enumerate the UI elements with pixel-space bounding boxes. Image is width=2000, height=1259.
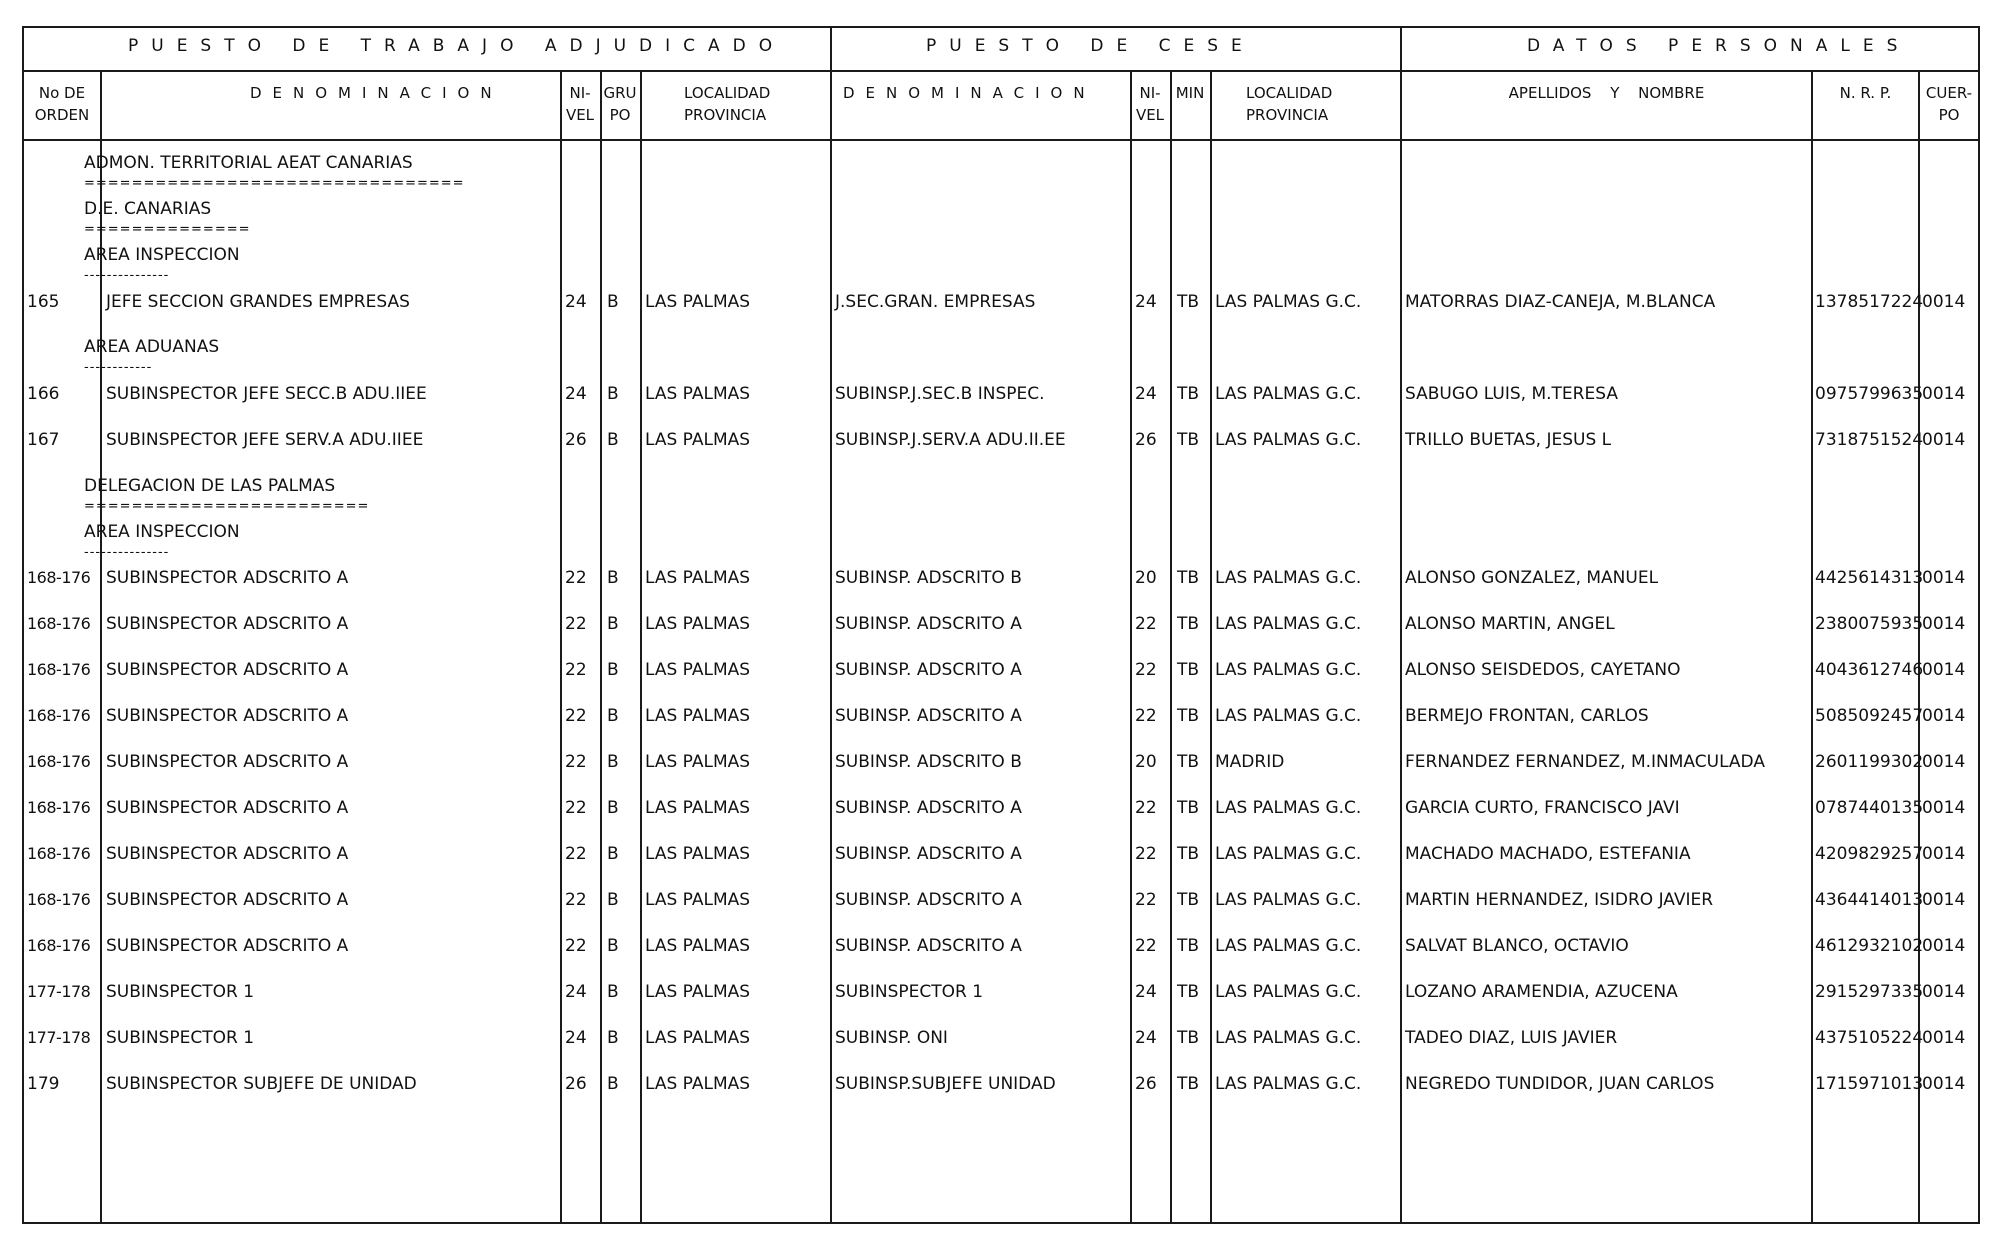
cell-localidad-cese: LAS PALMAS G.C. <box>1215 1074 1362 1094</box>
cell-localidad-cese: LAS PALMAS G.C. <box>1215 936 1362 956</box>
cell-orden: 168-176 <box>27 844 91 863</box>
cell-denominacion-cese: SUBINSP. ADSCRITO A <box>835 660 1022 680</box>
cell-min: TB <box>1177 706 1200 726</box>
cell-nivel-cese: 26 <box>1135 1074 1157 1094</box>
cell-localidad: LAS PALMAS <box>645 752 751 772</box>
cell-cuerpo: 0014 <box>1922 936 1966 956</box>
column-rule <box>1918 70 1920 1224</box>
cell-cuerpo: 0014 <box>1922 982 1966 1002</box>
cell-localidad: LAS PALMAS <box>645 798 751 818</box>
cell-denominacion: SUBINSPECTOR ADSCRITO A <box>106 936 349 956</box>
cell-orden: 179 <box>27 1074 60 1094</box>
cell-denominacion-cese: J.SEC.GRAN. EMPRESAS <box>835 292 1036 312</box>
cell-localidad: LAS PALMAS <box>645 1028 751 1048</box>
cell-localidad: LAS PALMAS <box>645 936 751 956</box>
header-denominacion: DENOMINACION <box>250 84 503 102</box>
cell-orden: 168-176 <box>27 798 91 817</box>
cell-min: TB <box>1177 982 1200 1002</box>
cell-denominacion-cese: SUBINSP. ONI <box>835 1028 948 1048</box>
cell-nombre: TRILLO BUETAS, JESUS L <box>1405 430 1612 450</box>
cell-nivel-cese: 22 <box>1135 706 1157 726</box>
group-header-personales: DATOS PERSONALES <box>1527 36 1911 56</box>
cell-min: TB <box>1177 798 1200 818</box>
cell-cuerpo: 0014 <box>1922 614 1966 634</box>
cell-orden: 168-176 <box>27 660 91 679</box>
cell-orden: 166 <box>27 384 60 404</box>
cell-denominacion: SUBINSPECTOR ADSCRITO A <box>106 752 349 772</box>
cell-nivel: 22 <box>565 844 587 864</box>
cell-nivel: 22 <box>565 936 587 956</box>
cell-localidad-cese: MADRID <box>1215 752 1285 772</box>
cell-nivel: 22 <box>565 798 587 818</box>
cell-nombre: SABUGO LUIS, M.TERESA <box>1405 384 1618 404</box>
cell-nombre: TADEO DIAZ, LUIS JAVIER <box>1405 1028 1618 1048</box>
cell-grupo: B <box>607 1074 619 1094</box>
cell-nivel-cese: 22 <box>1135 798 1157 818</box>
cell-min: TB <box>1177 844 1200 864</box>
header-nivel: NI- VEL <box>565 84 595 124</box>
cell-grupo: B <box>607 798 619 818</box>
column-rule <box>1210 70 1212 1224</box>
column-rule <box>560 70 562 1224</box>
cell-nombre: ALONSO MARTIN, ANGEL <box>1405 614 1615 634</box>
cell-denominacion: SUBINSPECTOR ADSCRITO A <box>106 706 349 726</box>
cell-cuerpo: 0014 <box>1922 384 1966 404</box>
cell-cuerpo: 0014 <box>1922 1028 1966 1048</box>
cell-nivel: 22 <box>565 614 587 634</box>
cell-localidad: LAS PALMAS <box>645 384 751 404</box>
cell-cuerpo: 0014 <box>1922 706 1966 726</box>
cell-denominacion: SUBINSPECTOR ADSCRITO A <box>106 844 349 864</box>
cell-cuerpo: 0014 <box>1922 1074 1966 1094</box>
cell-localidad-cese: LAS PALMAS G.C. <box>1215 614 1362 634</box>
cell-min: TB <box>1177 384 1200 404</box>
cell-orden: 168-176 <box>27 752 91 771</box>
cell-nrp: 0787440135 <box>1815 798 1924 818</box>
cell-denominacion-cese: SUBINSP. ADSCRITO A <box>835 798 1022 818</box>
cell-nombre: MARTIN HERNANDEZ, ISIDRO JAVIER <box>1405 890 1714 910</box>
cell-nrp: 2601199302 <box>1815 752 1924 772</box>
cell-min: TB <box>1177 660 1200 680</box>
cell-denominacion: SUBINSPECTOR ADSCRITO A <box>106 798 349 818</box>
cell-orden: 167 <box>27 430 60 450</box>
cell-nrp: 4612932102 <box>1815 936 1924 956</box>
cell-nivel-cese: 20 <box>1135 568 1157 588</box>
cell-denominacion-cese: SUBINSP. ADSCRITO B <box>835 568 1022 588</box>
cell-nivel-cese: 22 <box>1135 614 1157 634</box>
cell-denominacion-cese: SUBINSP. ADSCRITO A <box>835 614 1022 634</box>
cell-nombre: MACHADO MACHADO, ESTEFANIA <box>1405 844 1691 864</box>
cell-orden: 168-176 <box>27 936 91 955</box>
cell-nombre: ALONSO GONZALEZ, MANUEL <box>1405 568 1659 588</box>
cell-nombre: SALVAT BLANCO, OCTAVIO <box>1405 936 1629 956</box>
cell-nivel: 24 <box>565 1028 587 1048</box>
cell-min: TB <box>1177 890 1200 910</box>
cell-grupo: B <box>607 982 619 1002</box>
header-localidad-cese: LOCALIDAD PROVINCIA <box>1246 84 1333 124</box>
cell-cuerpo: 0014 <box>1922 568 1966 588</box>
group-header-adjudicado: PUESTO DE TRABAJO ADJUDICADO <box>128 36 786 56</box>
cell-denominacion-cese: SUBINSP. ADSCRITO A <box>835 844 1022 864</box>
cell-denominacion: SUBINSPECTOR 1 <box>106 1028 255 1048</box>
cell-cuerpo: 0014 <box>1922 890 1966 910</box>
cell-cuerpo: 0014 <box>1922 430 1966 450</box>
cell-nivel-cese: 24 <box>1135 982 1157 1002</box>
group-header-cese: PUESTO DE CESE <box>926 36 1255 56</box>
cell-nivel: 26 <box>565 430 587 450</box>
section-underline: --------------- <box>84 545 170 560</box>
cell-nrp: 0975799635 <box>1815 384 1924 404</box>
cell-denominacion-cese: SUBINSP. ADSCRITO A <box>835 706 1022 726</box>
cell-localidad-cese: LAS PALMAS G.C. <box>1215 1028 1362 1048</box>
column-rule <box>600 70 602 1224</box>
cell-denominacion: SUBINSPECTOR ADSCRITO A <box>106 660 349 680</box>
column-rule <box>640 70 642 1224</box>
cell-grupo: B <box>607 614 619 634</box>
cell-grupo: B <box>607 706 619 726</box>
cell-grupo: B <box>607 752 619 772</box>
section-heading: AREA INSPECCION <box>84 245 240 265</box>
cell-cuerpo: 0014 <box>1922 752 1966 772</box>
cell-nivel: 22 <box>565 706 587 726</box>
cell-localidad-cese: LAS PALMAS G.C. <box>1215 430 1362 450</box>
cell-localidad-cese: LAS PALMAS G.C. <box>1215 292 1362 312</box>
cell-nrp: 4364414013 <box>1815 890 1924 910</box>
cell-nivel: 22 <box>565 752 587 772</box>
cell-cuerpo: 0014 <box>1922 798 1966 818</box>
cell-localidad-cese: LAS PALMAS G.C. <box>1215 706 1362 726</box>
cell-nrp: 4209829257 <box>1815 844 1924 864</box>
cell-localidad: LAS PALMAS <box>645 706 751 726</box>
cell-nivel-cese: 24 <box>1135 1028 1157 1048</box>
group-rule <box>830 26 832 1224</box>
cell-localidad: LAS PALMAS <box>645 890 751 910</box>
cell-denominacion: SUBINSPECTOR ADSCRITO A <box>106 614 349 634</box>
cell-denominacion: SUBINSPECTOR 1 <box>106 982 255 1002</box>
cell-localidad-cese: LAS PALMAS G.C. <box>1215 844 1362 864</box>
cell-grupo: B <box>607 936 619 956</box>
cell-denominacion: JEFE SECCION GRANDES EMPRESAS <box>106 292 410 312</box>
cell-cuerpo: 0014 <box>1922 292 1966 312</box>
cell-nivel: 24 <box>565 292 587 312</box>
cell-nombre: FERNANDEZ FERNANDEZ, M.INMACULADA <box>1405 752 1765 772</box>
cell-nrp: 1715971013 <box>1815 1074 1924 1094</box>
cell-nivel-cese: 22 <box>1135 936 1157 956</box>
header-orden: No DE ORDEN <box>34 84 90 124</box>
cell-localidad: LAS PALMAS <box>645 982 751 1002</box>
cell-nivel: 24 <box>565 384 587 404</box>
cell-denominacion-cese: SUBINSP.SUBJEFE UNIDAD <box>835 1074 1056 1094</box>
section-underline: ============== <box>84 222 251 237</box>
cell-grupo: B <box>607 660 619 680</box>
cell-localidad-cese: LAS PALMAS G.C. <box>1215 384 1362 404</box>
cell-nrp: 2915297335 <box>1815 982 1924 1002</box>
cell-nombre: LOZANO ARAMENDIA, AZUCENA <box>1405 982 1678 1002</box>
cell-localidad-cese: LAS PALMAS G.C. <box>1215 798 1362 818</box>
section-heading: AREA INSPECCION <box>84 522 240 542</box>
cell-nivel-cese: 24 <box>1135 384 1157 404</box>
cell-orden: 165 <box>27 292 60 312</box>
cell-min: TB <box>1177 1028 1200 1048</box>
cell-denominacion-cese: SUBINSPECTOR 1 <box>835 982 984 1002</box>
cell-denominacion-cese: SUBINSP. ADSCRITO A <box>835 890 1022 910</box>
column-rule <box>1170 70 1172 1224</box>
cell-nivel-cese: 22 <box>1135 844 1157 864</box>
cell-nivel: 26 <box>565 1074 587 1094</box>
section-heading: DELEGACION DE LAS PALMAS <box>84 476 336 496</box>
cell-orden: 168-176 <box>27 568 91 587</box>
header-localidad: LOCALIDAD PROVINCIA <box>684 84 771 124</box>
cell-grupo: B <box>607 430 619 450</box>
header-rule <box>22 70 1980 72</box>
cell-localidad: LAS PALMAS <box>645 430 751 450</box>
cell-nivel-cese: 22 <box>1135 660 1157 680</box>
cell-localidad-cese: LAS PALMAS G.C. <box>1215 890 1362 910</box>
cell-min: TB <box>1177 614 1200 634</box>
cell-min: TB <box>1177 568 1200 588</box>
cell-nivel: 24 <box>565 982 587 1002</box>
cell-denominacion: SUBINSPECTOR JEFE SECC.B ADU.IIEE <box>106 384 427 404</box>
cell-localidad-cese: LAS PALMAS G.C. <box>1215 660 1362 680</box>
cell-nivel: 22 <box>565 890 587 910</box>
section-underline: ================================ <box>84 176 465 191</box>
cell-cuerpo: 0014 <box>1922 660 1966 680</box>
cell-denominacion-cese: SUBINSP.J.SEC.B INSPEC. <box>835 384 1045 404</box>
cell-nrp: 2380075935 <box>1815 614 1924 634</box>
section-heading: D.E. CANARIAS <box>84 199 212 219</box>
column-rule <box>1130 70 1132 1224</box>
header-nrp: N. R. P. <box>1839 84 1892 102</box>
cell-min: TB <box>1177 752 1200 772</box>
column-rule <box>1811 70 1813 1224</box>
cell-grupo: B <box>607 292 619 312</box>
cell-orden: 177-178 <box>27 1028 91 1047</box>
cell-denominacion-cese: SUBINSP. ADSCRITO A <box>835 936 1022 956</box>
header-rule <box>22 139 1980 141</box>
cell-localidad: LAS PALMAS <box>645 292 751 312</box>
cell-orden: 168-176 <box>27 890 91 909</box>
cell-denominacion-cese: SUBINSP.J.SERV.A ADU.II.EE <box>835 430 1066 450</box>
cell-localidad: LAS PALMAS <box>645 1074 751 1094</box>
cell-nrp: 5085092457 <box>1815 706 1924 726</box>
cell-orden: 168-176 <box>27 614 91 633</box>
cell-localidad: LAS PALMAS <box>645 614 751 634</box>
cell-orden: 177-178 <box>27 982 91 1001</box>
cell-grupo: B <box>607 890 619 910</box>
cell-nrp: 4043612746 <box>1815 660 1924 680</box>
header-grupo: GRU PO <box>603 84 637 124</box>
cell-cuerpo: 0014 <box>1922 844 1966 864</box>
cell-localidad: LAS PALMAS <box>645 660 751 680</box>
header-min: MIN <box>1175 84 1205 102</box>
header-apellidos: APELLIDOS Y NOMBRE <box>1508 84 1705 102</box>
cell-nombre: GARCIA CURTO, FRANCISCO JAVI <box>1405 798 1680 818</box>
header-cuerpo: CUER- PO <box>1925 84 1973 124</box>
cell-denominacion: SUBINSPECTOR ADSCRITO A <box>106 890 349 910</box>
cell-grupo: B <box>607 384 619 404</box>
cell-denominacion: SUBINSPECTOR JEFE SERV.A ADU.IIEE <box>106 430 424 450</box>
cell-min: TB <box>1177 430 1200 450</box>
cell-nivel-cese: 20 <box>1135 752 1157 772</box>
cell-grupo: B <box>607 844 619 864</box>
cell-denominacion-cese: SUBINSP. ADSCRITO B <box>835 752 1022 772</box>
group-rule <box>1400 26 1402 1224</box>
section-underline: ------------ <box>84 360 153 375</box>
cell-nombre: NEGREDO TUNDIDOR, JUAN CARLOS <box>1405 1074 1715 1094</box>
cell-nombre: MATORRAS DIAZ-CANEJA, M.BLANCA <box>1405 292 1716 312</box>
cell-nrp: 7318751524 <box>1815 430 1924 450</box>
cell-localidad-cese: LAS PALMAS G.C. <box>1215 568 1362 588</box>
header-denominacion-cese: DENOMINACION <box>843 84 1096 102</box>
cell-nrp: 4375105224 <box>1815 1028 1924 1048</box>
section-underline: --------------- <box>84 268 170 283</box>
cell-nivel-cese: 26 <box>1135 430 1157 450</box>
cell-localidad: LAS PALMAS <box>645 844 751 864</box>
section-heading: AREA ADUANAS <box>84 337 220 357</box>
cell-grupo: B <box>607 1028 619 1048</box>
cell-grupo: B <box>607 568 619 588</box>
cell-denominacion: SUBINSPECTOR ADSCRITO A <box>106 568 349 588</box>
cell-min: TB <box>1177 292 1200 312</box>
cell-denominacion: SUBINSPECTOR SUBJEFE DE UNIDAD <box>106 1074 417 1094</box>
cell-nivel: 22 <box>565 660 587 680</box>
cell-nivel-cese: 22 <box>1135 890 1157 910</box>
cell-nrp: 4425614313 <box>1815 568 1924 588</box>
cell-localidad-cese: LAS PALMAS G.C. <box>1215 982 1362 1002</box>
cell-min: TB <box>1177 1074 1200 1094</box>
section-heading: ADMON. TERRITORIAL AEAT CANARIAS <box>84 153 413 173</box>
cell-nivel-cese: 24 <box>1135 292 1157 312</box>
cell-min: TB <box>1177 936 1200 956</box>
section-underline: ======================== <box>84 499 370 514</box>
cell-nombre: BERMEJO FRONTAN, CARLOS <box>1405 706 1649 726</box>
cell-orden: 168-176 <box>27 706 91 725</box>
cell-nrp: 1378517224 <box>1815 292 1924 312</box>
cell-nombre: ALONSO SEISDEDOS, CAYETANO <box>1405 660 1681 680</box>
cell-localidad: LAS PALMAS <box>645 568 751 588</box>
header-nivel-cese: NI- VEL <box>1135 84 1165 124</box>
cell-nivel: 22 <box>565 568 587 588</box>
